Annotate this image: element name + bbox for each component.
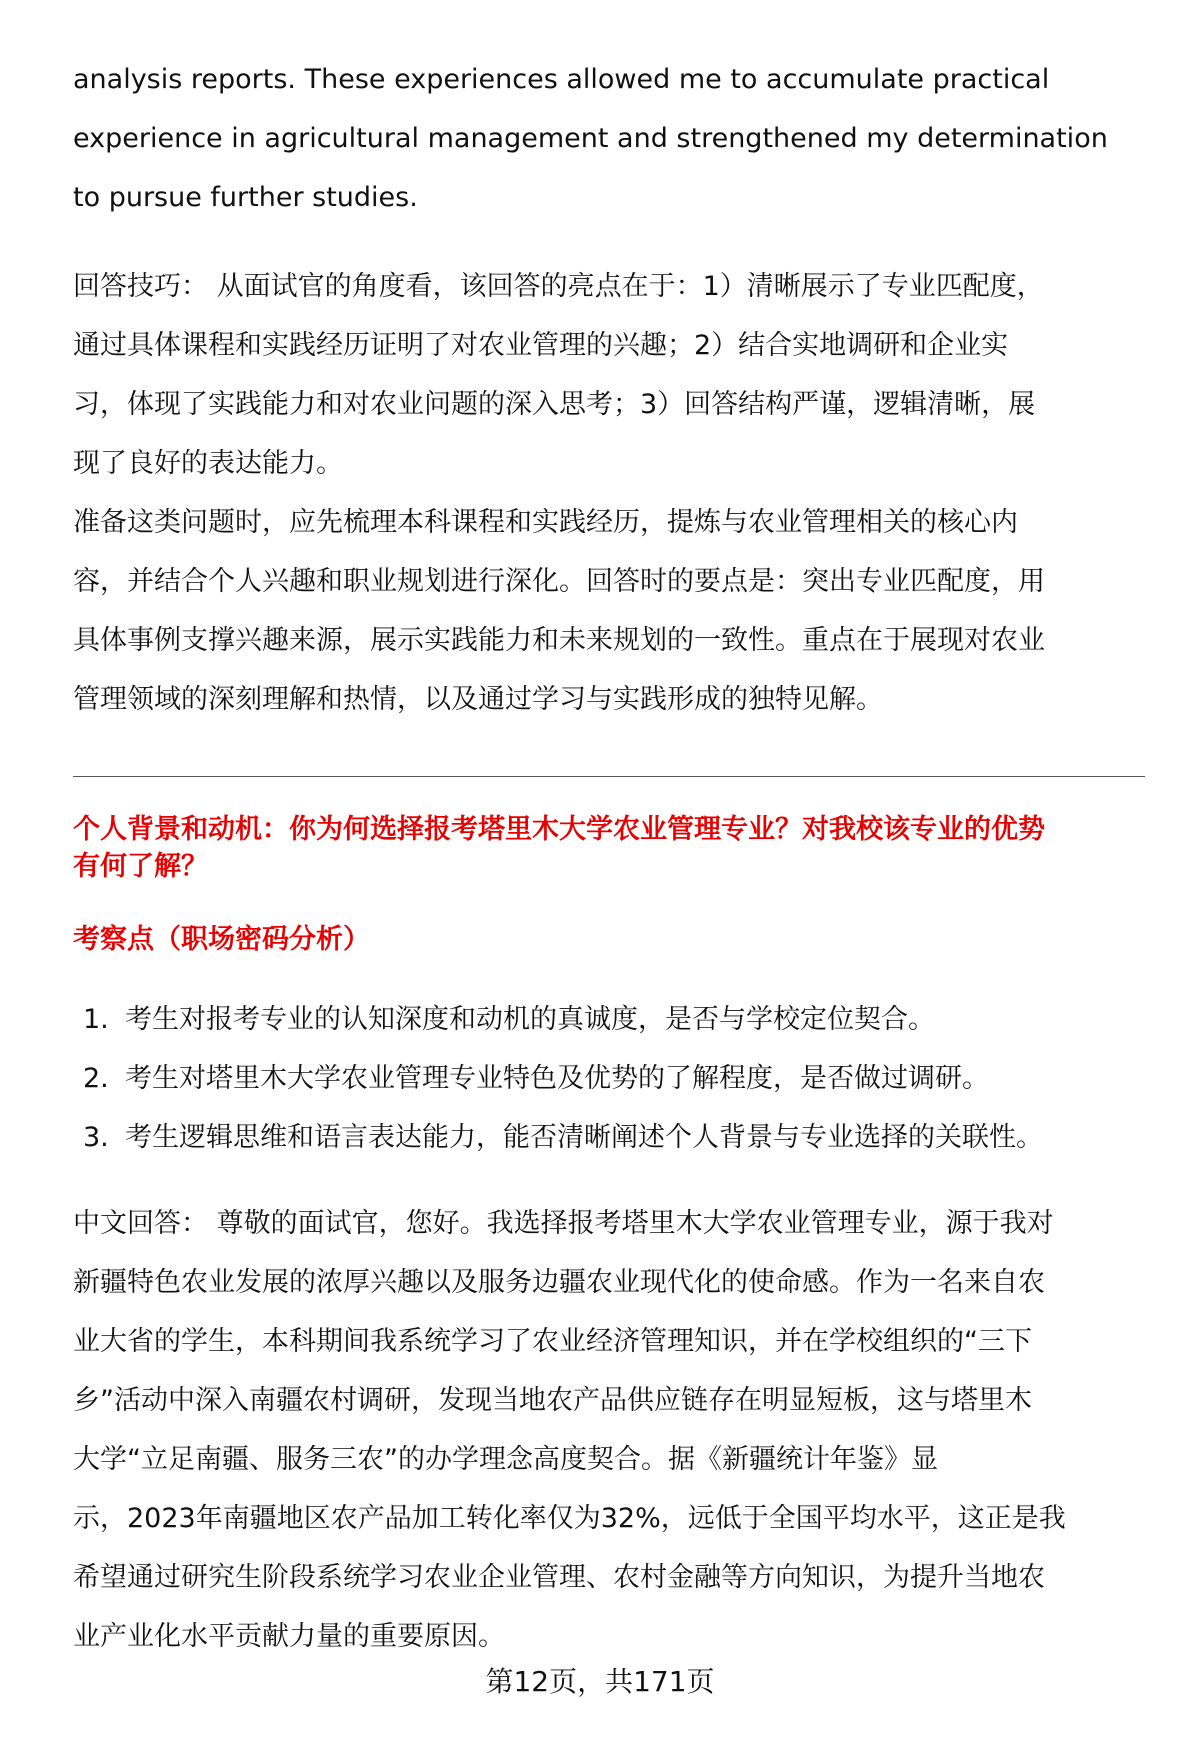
analysis-points-list: [73, 990, 1153, 1167]
text-line: to pursue further studies.: [73, 182, 418, 213]
heading-line: 有何了解？: [73, 851, 208, 882]
english-paragraph: [73, 50, 1153, 227]
text-line: 回答技巧： 从面试官的角度看，该回答的亮点在于：1）清晰展示了专业匹配度，: [73, 271, 1044, 302]
question-heading: [73, 811, 1153, 885]
text-line: 习，体现了实践能力和对农业问题的深入思考；3）回答结构严谨，逻辑清晰，展: [73, 389, 1036, 420]
answer-tips-paragraph: [73, 257, 1153, 493]
chinese-answer-paragraph: [73, 1194, 1153, 1666]
text-line: 新疆特色农业发展的浓厚兴趣以及服务边疆农业现代化的使命感。作为一名来自农: [73, 1267, 1045, 1298]
list-item: 2. 考生对塔里木大学农业管理专业特色及优势的了解程度，是否做过调研。: [83, 1063, 989, 1094]
text-line: 容，并结合个人兴趣和职业规划进行深化。回答时的要点是：突出专业匹配度，用: [73, 566, 1045, 597]
text-line: 准备这类问题时，应先梳理本科课程和实践经历，提炼与农业管理相关的核心内: [73, 507, 1018, 538]
text-line: 业大省的学生，本科期间我系统学习了农业经济管理知识，并在学校组织的“三下: [73, 1326, 1032, 1357]
text-line: 管理领域的深刻理解和热情，以及通过学习与实践形成的独特见解。: [73, 684, 883, 715]
page-number: 第12页，共171页: [485, 1665, 715, 1698]
section-divider: [73, 776, 1145, 777]
text-line: 现了良好的表达能力。: [73, 448, 343, 479]
text-line: 大学“立足南疆、服务三农”的办学理念高度契合。据《新疆统计年鉴》显: [73, 1444, 938, 1475]
preparation-paragraph: [73, 493, 1153, 729]
list-item: 3. 考生逻辑思维和语言表达能力，能否清晰阐述个人背景与专业选择的关联性。: [83, 1122, 1043, 1153]
text-line: 业产业化水平贡献力量的重要原因。: [73, 1621, 505, 1652]
list-item: 1. 考生对报考专业的认知深度和动机的真诚度，是否与学校定位契合。: [83, 1004, 935, 1035]
text-line: 希望通过研究生阶段系统学习农业企业管理、农村金融等方向知识，为提升当地农: [73, 1562, 1045, 1593]
text-line: analysis reports. These experiences allowed me to accumulate practical: [73, 64, 1050, 95]
text-line: 具体事例支撑兴趣来源，展示实践能力和未来规划的一致性。重点在于展现对农业: [73, 625, 1045, 656]
analysis-heading: 考察点（职场密码分析）: [73, 924, 370, 955]
text-line: 中文回答： 尊敬的面试官，您好。我选择报考塔里木大学农业管理专业，源于我对: [73, 1208, 1054, 1239]
text-line: experience in agricultural management and strengthened my determination: [73, 123, 1108, 154]
text-line: 示，2023年南疆地区农产品加工转化率仅为32%，远低于全国平均水平，这正是我: [73, 1503, 1066, 1534]
text-line: 乡”活动中深入南疆农村调研，发现当地农产品供应链存在明显短板，这与塔里木: [73, 1385, 1032, 1416]
heading-line: 个人背景和动机：你为何选择报考塔里木大学农业管理专业？对我校该专业的优势: [73, 814, 1045, 845]
text-line: 通过具体课程和实践经历证明了对农业管理的兴趣；2）结合实地调研和企业实: [73, 330, 1009, 361]
